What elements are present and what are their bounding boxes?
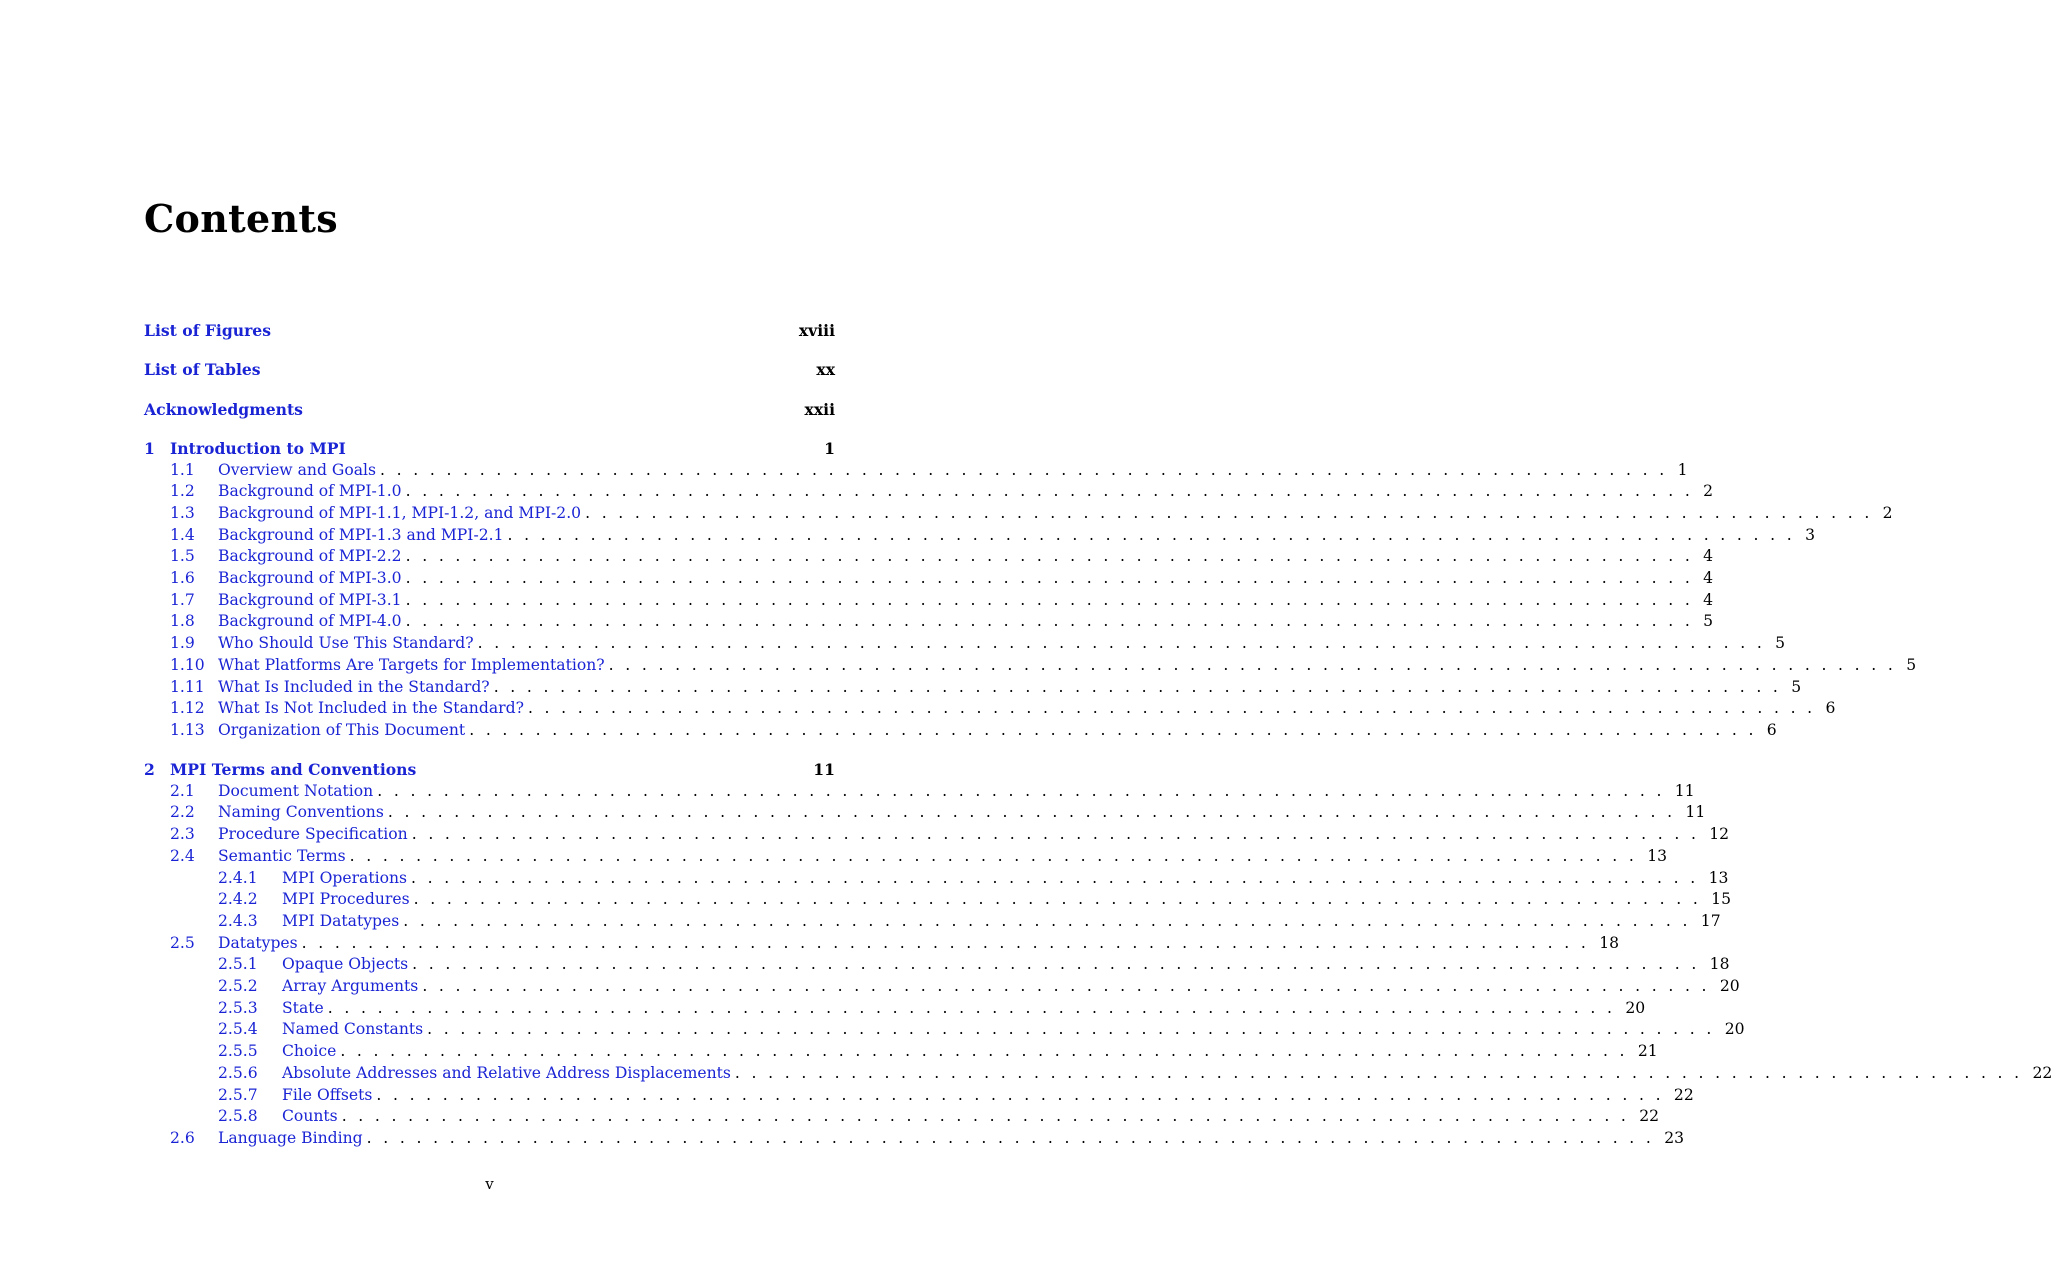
toc-subsection-2-5-4[interactable] bbox=[144, 1019, 1745, 1041]
toc-entry-label[interactable]: List of Figures bbox=[144, 321, 271, 340]
toc-section-label[interactable]: Background of MPI-3.1 bbox=[218, 590, 402, 609]
toc-section-label[interactable]: Semantic Terms bbox=[218, 846, 346, 865]
toc-section-number[interactable]: 2.3 bbox=[170, 825, 195, 844]
toc-section-number[interactable]: 2.5 bbox=[170, 933, 195, 952]
toc-section-2-5[interactable] bbox=[144, 933, 1620, 955]
toc-section-page: 5 bbox=[1703, 612, 1714, 631]
toc-section-page: 11 bbox=[1685, 803, 1706, 822]
toc-entry-page: xxii bbox=[804, 400, 835, 419]
leader-dots bbox=[407, 868, 1699, 890]
toc-section-1-11[interactable] bbox=[144, 677, 1802, 699]
toc-section-number[interactable]: 1.1 bbox=[170, 460, 195, 479]
toc-section-label[interactable]: Who Should Use This Standard? bbox=[218, 634, 474, 653]
toc-section-1-1[interactable] bbox=[144, 460, 1688, 482]
leader-dots bbox=[524, 698, 1816, 720]
toc-section-label[interactable]: Datatypes bbox=[218, 933, 298, 952]
toc-section-number[interactable]: 1.9 bbox=[170, 634, 195, 653]
toc-section-label[interactable]: What Is Not Included in the Standard? bbox=[218, 699, 524, 718]
toc-entry-label[interactable]: List of Tables bbox=[144, 360, 261, 379]
toc-section-page: 2 bbox=[1703, 482, 1714, 501]
toc-chapter-page: 11 bbox=[813, 760, 835, 779]
toc-section-number[interactable]: 2.6 bbox=[170, 1128, 195, 1147]
toc-subsection-page: 18 bbox=[1709, 955, 1730, 974]
leader-dots bbox=[402, 590, 1694, 612]
toc-subsection-number[interactable]: 2.5.7 bbox=[218, 1085, 258, 1104]
toc-section-2-4[interactable] bbox=[144, 846, 1668, 868]
leader-dots bbox=[605, 655, 1897, 677]
toc-section-label[interactable]: Background of MPI-4.0 bbox=[218, 612, 402, 631]
toc-subsection-number[interactable]: 2.5.2 bbox=[218, 977, 258, 995]
toc-subsection-2-4-3[interactable] bbox=[144, 911, 1721, 933]
toc-subsection-page: 22 bbox=[2032, 1063, 2052, 1082]
toc-section-label[interactable]: Language Binding bbox=[218, 1128, 363, 1147]
toc-section-label[interactable]: Background of MPI-1.0 bbox=[218, 482, 402, 501]
toc-section-2-3[interactable] bbox=[144, 824, 1730, 846]
toc-section-page: 3 bbox=[1805, 525, 1815, 544]
toc-subsection-page: 17 bbox=[1700, 911, 1721, 930]
toc-entry-label[interactable]: Acknowledgments bbox=[144, 400, 303, 419]
toc-section-page: 4 bbox=[1703, 569, 1714, 587]
toc-chapter-2[interactable] bbox=[144, 759, 835, 781]
toc-section-number[interactable]: 1.6 bbox=[170, 569, 195, 587]
toc-subsection-label[interactable]: Named Constants bbox=[282, 1020, 424, 1039]
toc-subsection-2-5-3[interactable] bbox=[144, 998, 1646, 1020]
toc-chapter-label[interactable]: MPI Terms and Conventions bbox=[170, 760, 417, 779]
toc-section-label[interactable]: Document Notation bbox=[218, 781, 374, 800]
leader-dots bbox=[402, 481, 1694, 503]
toc-subsection-2-5-7[interactable] bbox=[144, 1085, 1694, 1107]
toc-section-page: 6 bbox=[1825, 699, 1836, 718]
toc-section-label[interactable]: Naming Conventions bbox=[218, 803, 384, 822]
toc-subsection-page: 20 bbox=[1719, 977, 1740, 995]
toc-subsection-label[interactable]: MPI Procedures bbox=[282, 890, 410, 909]
leader-dots bbox=[363, 1128, 1655, 1150]
toc-section-1-5[interactable] bbox=[144, 546, 1714, 568]
toc-section-page: 4 bbox=[1703, 547, 1714, 566]
toc-section-label[interactable]: Background of MPI-3.0 bbox=[218, 569, 402, 587]
leader-dots bbox=[410, 889, 1702, 911]
toc-section-label[interactable]: Background of MPI-1.1, MPI-1.2, and MPI-2.0 bbox=[218, 503, 582, 522]
toc-section-label[interactable]: Organization of This Document bbox=[218, 720, 466, 739]
toc-subsection-label[interactable]: File Offsets bbox=[282, 1085, 373, 1104]
leader-dots bbox=[373, 781, 1665, 803]
toc-subsection-number[interactable]: 2.5.1 bbox=[218, 955, 258, 974]
leader-dots bbox=[324, 998, 1616, 1020]
toc-section-label[interactable]: Background of MPI-1.3 and MPI-2.1 bbox=[218, 525, 504, 544]
toc-subsection-number[interactable]: 2.5.3 bbox=[218, 998, 258, 1017]
toc-subsection-number[interactable]: 2.4.1 bbox=[218, 868, 258, 887]
toc-section-page: 12 bbox=[1709, 825, 1730, 844]
toc-subsection-2-5-1[interactable] bbox=[144, 954, 1730, 976]
toc-entry-acknowledgments[interactable] bbox=[144, 399, 835, 421]
leader-dots bbox=[504, 525, 1796, 547]
toc-subsection-label[interactable]: MPI Datatypes bbox=[282, 911, 400, 930]
page-number: v bbox=[485, 1175, 494, 1193]
leader-dots bbox=[298, 933, 1590, 955]
toc-section-number[interactable]: 2.1 bbox=[170, 781, 195, 800]
toc-subsection-2-4-2[interactable] bbox=[144, 889, 1731, 911]
toc-section-page: 1 bbox=[1677, 460, 1688, 479]
toc-subsection-label[interactable]: Opaque Objects bbox=[282, 955, 409, 974]
toc-subsection-number[interactable]: 2.4.2 bbox=[218, 890, 258, 909]
leader-dots bbox=[465, 720, 1757, 742]
toc-subsection-number[interactable]: 2.5.6 bbox=[218, 1063, 258, 1082]
toc-subsection-page: 15 bbox=[1711, 890, 1731, 909]
toc-subsection-label[interactable]: State bbox=[282, 998, 324, 1017]
leader-dots bbox=[402, 568, 1694, 590]
leader-dots bbox=[423, 1019, 1715, 1041]
toc-section-number[interactable]: 1.11 bbox=[170, 677, 205, 696]
toc-section-1-12[interactable] bbox=[144, 698, 1836, 720]
toc-section-number[interactable]: 2.4 bbox=[170, 846, 195, 865]
toc-chapter-number[interactable]: 2 bbox=[144, 760, 155, 779]
leader-dots bbox=[338, 1106, 1630, 1128]
leader-dots bbox=[372, 1085, 1664, 1107]
toc-section-number[interactable]: 1.12 bbox=[170, 699, 205, 718]
leader-dots bbox=[581, 503, 1873, 525]
toc-section-1-4[interactable] bbox=[144, 525, 1815, 547]
toc-section-number[interactable]: 1.3 bbox=[170, 503, 195, 522]
toc-section-2-6[interactable] bbox=[144, 1128, 1685, 1150]
toc-subsection-page: 13 bbox=[1708, 868, 1729, 887]
toc-section-1-9[interactable] bbox=[144, 633, 1786, 655]
leader-dots bbox=[418, 976, 1710, 998]
toc-section-number[interactable]: 1.7 bbox=[170, 590, 195, 609]
toc-section-1-7[interactable] bbox=[144, 590, 1714, 612]
toc-subsection-page: 20 bbox=[1625, 998, 1646, 1017]
leader-dots bbox=[402, 546, 1694, 568]
toc-subsection-number[interactable]: 2.5.4 bbox=[218, 1020, 258, 1039]
toc-section-page: 23 bbox=[1664, 1128, 1685, 1147]
toc-section-label[interactable]: Overview and Goals bbox=[218, 460, 377, 479]
toc-section-number[interactable]: 1.13 bbox=[170, 720, 205, 739]
toc-subsection-2-5-5[interactable] bbox=[144, 1041, 1658, 1063]
toc-subsection-label[interactable]: Counts bbox=[282, 1107, 338, 1126]
toc-subsection-number[interactable]: 2.4.3 bbox=[218, 911, 258, 930]
toc-section-1-10[interactable] bbox=[144, 655, 1917, 677]
toc-entry-list-of-figures[interactable] bbox=[144, 320, 835, 342]
toc-section-1-6[interactable] bbox=[144, 568, 1714, 590]
page-title: Contents bbox=[144, 196, 338, 241]
toc-section-page: 5 bbox=[1791, 677, 1802, 696]
leader-dots bbox=[408, 824, 1700, 846]
toc-entry-page: xx bbox=[816, 360, 835, 379]
toc-section-1-8[interactable] bbox=[144, 611, 1714, 633]
toc-subsection-label[interactable]: MPI Operations bbox=[282, 868, 408, 887]
toc-section-number[interactable]: 1.5 bbox=[170, 547, 195, 566]
toc-section-page: 11 bbox=[1674, 781, 1695, 800]
leader-dots bbox=[490, 677, 1782, 699]
toc-section-page: 13 bbox=[1647, 846, 1668, 865]
leader-dots bbox=[336, 1041, 1628, 1063]
toc-section-2-2[interactable] bbox=[144, 802, 1706, 824]
leader-dots bbox=[376, 460, 1668, 482]
toc-section-1-3[interactable] bbox=[144, 503, 1893, 525]
toc-subsection-2-5-8[interactable] bbox=[144, 1106, 1660, 1128]
toc-subsection-2-4-1[interactable] bbox=[144, 868, 1729, 890]
toc-section-2-1[interactable] bbox=[144, 781, 1695, 803]
toc-chapter-page: 1 bbox=[824, 439, 835, 458]
toc-subsection-label[interactable]: Array Arguments bbox=[282, 977, 419, 995]
toc-section-number[interactable]: 1.10 bbox=[170, 655, 205, 674]
leader-dots bbox=[346, 846, 1638, 868]
leader-dots bbox=[731, 1063, 2023, 1085]
toc-subsection-label[interactable]: Absolute Addresses and Relative Address Displacements bbox=[282, 1063, 731, 1082]
toc-subsection-2-5-6[interactable] bbox=[144, 1063, 2052, 1085]
toc-section-number[interactable]: 1.4 bbox=[170, 525, 195, 544]
toc-section-page: 4 bbox=[1703, 590, 1714, 609]
toc-section-label[interactable]: Procedure Specification bbox=[218, 825, 408, 844]
toc-entry-page: xviii bbox=[798, 321, 835, 340]
leader-dots bbox=[399, 911, 1691, 933]
toc-subsection-number[interactable]: 2.5.5 bbox=[218, 1042, 258, 1061]
toc-chapter-number[interactable]: 1 bbox=[144, 439, 155, 458]
toc-subsection-page: 21 bbox=[1637, 1042, 1658, 1061]
leader-dots bbox=[384, 802, 1676, 824]
toc-chapter-label[interactable]: Introduction to MPI bbox=[170, 439, 346, 458]
toc-subsection-page: 20 bbox=[1724, 1020, 1745, 1039]
toc-section-page: 5 bbox=[1906, 655, 1917, 674]
toc-section-page: 18 bbox=[1599, 933, 1620, 952]
toc-section-number[interactable]: 1.2 bbox=[170, 482, 195, 501]
toc-section-1-2[interactable] bbox=[144, 481, 1714, 503]
toc-subsection-page: 22 bbox=[1639, 1107, 1660, 1126]
toc-subsection-2-5-2[interactable] bbox=[144, 976, 1740, 998]
toc-section-number[interactable]: 2.2 bbox=[170, 803, 195, 822]
toc-subsection-page: 22 bbox=[1673, 1085, 1694, 1104]
toc-section-label[interactable]: What Is Included in the Standard? bbox=[218, 677, 490, 696]
toc-chapter-1[interactable] bbox=[144, 438, 835, 460]
toc-section-label[interactable]: Background of MPI-2.2 bbox=[218, 547, 402, 566]
toc-section-page: 5 bbox=[1775, 634, 1786, 653]
toc-subsection-number[interactable]: 2.5.8 bbox=[218, 1107, 258, 1126]
toc-section-page: 2 bbox=[1882, 503, 1893, 522]
toc-section-1-13[interactable] bbox=[144, 720, 1777, 742]
leader-dots bbox=[474, 633, 1766, 655]
toc-subsection-label[interactable]: Choice bbox=[282, 1042, 337, 1061]
toc-section-page: 6 bbox=[1766, 720, 1777, 739]
toc-section-number[interactable]: 1.8 bbox=[170, 612, 195, 631]
toc-entry-list-of-tables[interactable] bbox=[144, 359, 835, 381]
leader-dots bbox=[402, 611, 1694, 633]
toc-section-label[interactable]: What Platforms Are Targets for Implementation? bbox=[218, 655, 605, 674]
leader-dots bbox=[408, 954, 1700, 976]
